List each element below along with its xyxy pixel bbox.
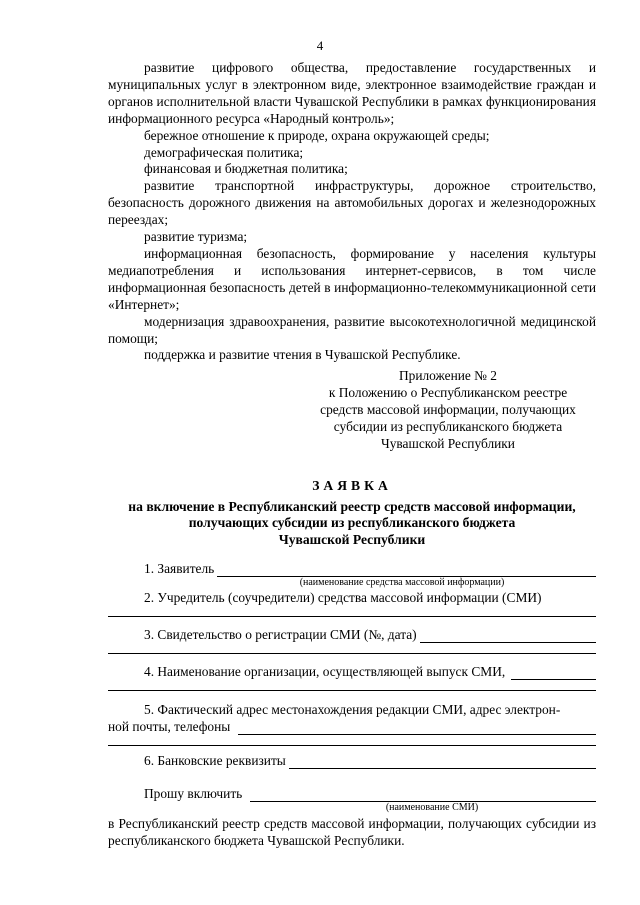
application-title-block (108, 478, 596, 548)
page-number: 4 (316, 38, 324, 53)
appendix-line: субсидии из республиканского бюджета (333, 418, 563, 434)
list-item: бережное отношение к природе, охрана окружающей среды; (144, 127, 490, 143)
address-label: 5. Фактический адрес местонахождения редакции СМИ, адрес электрон- (144, 702, 561, 717)
applicant-label: 1. Заявитель (144, 561, 215, 576)
request-label: Прошу включить (144, 786, 243, 801)
policy-list (108, 60, 596, 364)
list-item: поддержка и развитие чтения в Чувашской Республике. (144, 347, 461, 363)
final-text: в Республиканский реестр средств массовой информации, получающих субсидии из республиканского бюджета Чувашской Республики. (108, 816, 596, 848)
applicant-input-line[interactable] (217, 562, 596, 577)
founder-label: 2. Учредитель (соучредители) средства массовой информации (СМИ) (144, 590, 542, 605)
list-item: развитие цифрового общества, предоставление государственных и муниципальных услуг в электронном виде, электронное взаимодействие граждан и органов исполнительной власти Чувашской Республики в рамках функционирования информационного ресурса «Народный контроль»; (108, 60, 596, 126)
appendix-line: средств массовой информации, получающих (320, 401, 576, 417)
bank-label: 6. Банковские реквизиты (144, 753, 286, 768)
registration-input-line[interactable] (420, 628, 596, 643)
subtitle-line: получающих субсидии из республиканского бюджета (188, 515, 516, 530)
request-field (108, 785, 596, 802)
bank-field (108, 752, 596, 769)
list-item: финансовая и бюджетная политика; (144, 161, 348, 177)
publisher-label: 4. Наименование организации, осуществляющей выпуск СМИ, (144, 664, 506, 679)
address-label-cont: ной почты, телефоны (108, 719, 231, 734)
bank-input-line[interactable] (289, 754, 596, 769)
list-item: модернизация здравоохранения, развитие высокотехнологичной медицинской помощи; (108, 313, 596, 346)
registration-input-line-2[interactable] (108, 643, 596, 654)
publisher-input-line-2[interactable] (108, 680, 596, 691)
list-item: развитие транспортной инфраструктуры, дорожное строительство, безопасность дорожного движения на автомобильных дорогах и железнодорожных переездах; (108, 178, 596, 228)
registration-label: 3. Свидетельство о регистрации СМИ (№, дата) (144, 627, 417, 642)
request-input-line[interactable] (250, 787, 596, 802)
publisher-field (108, 663, 596, 680)
list-item: развитие туризма; (144, 229, 248, 245)
registration-field (108, 626, 596, 643)
publisher-input-line[interactable] (511, 665, 596, 680)
address-input-line-2[interactable] (108, 735, 596, 746)
appendix-header (300, 368, 596, 453)
applicant-note: (наименование средства массовой информации) (299, 577, 505, 588)
appendix-line: к Положению о Республиканском реестре (328, 384, 568, 400)
list-item: информационная безопасность, формирование у населения культуры медиапотребления и использования интернет-сервисов, в том числе информационная безопасность детей в информационно-телекоммуникационной сети «Интернет»; (108, 245, 596, 312)
address-field (108, 718, 596, 735)
list-item: демографическая политика; (144, 144, 304, 160)
document-title: ЗАЯВКА (312, 478, 392, 493)
request-note: (наименование СМИ) (385, 802, 479, 813)
appendix-line: Чувашской Республики (381, 435, 515, 451)
address-input-line[interactable] (238, 720, 596, 735)
application-form (108, 560, 596, 849)
founder-input-line[interactable] (108, 606, 596, 617)
subtitle-line: на включение в Республиканский реестр средств массовой информации, (128, 498, 576, 514)
appendix-line: Приложение № 2 (398, 368, 498, 383)
subtitle-line: Чувашской Республики (278, 531, 426, 547)
applicant-field (108, 560, 596, 577)
